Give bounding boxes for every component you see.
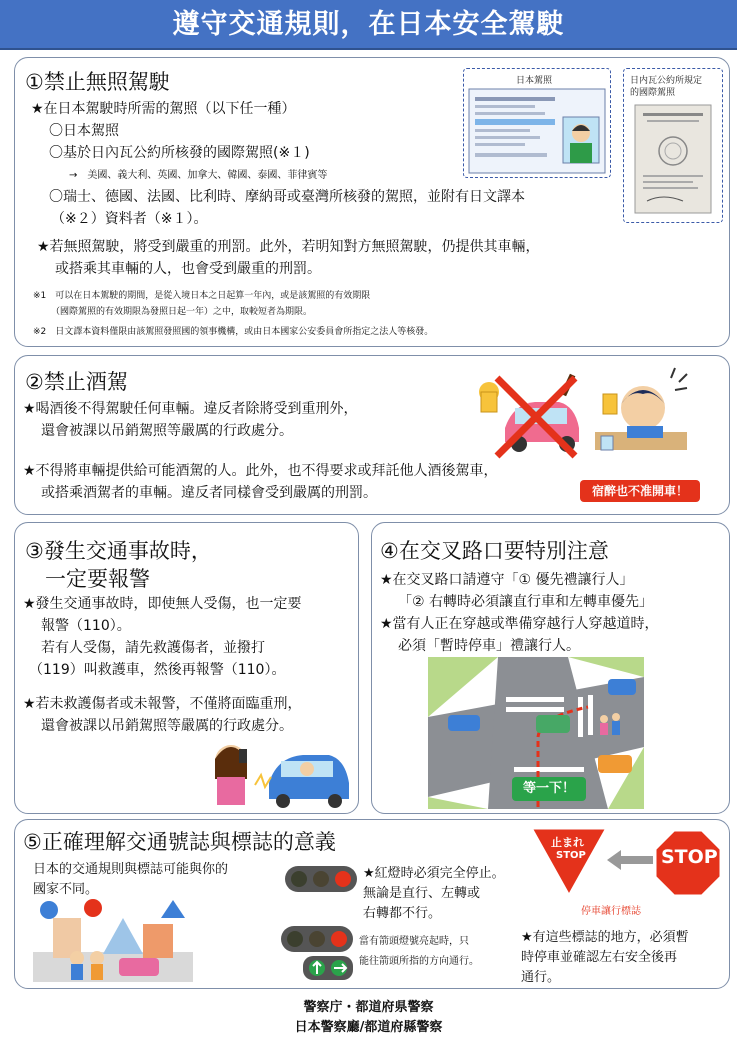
arrow-left-icon	[607, 850, 653, 870]
s2-line-1: ★喝酒後不得駕駛任何車輛。違反者除將受到重刑外，	[23, 401, 358, 417]
red-light-signal-icon	[283, 864, 359, 894]
japan-license-illustration	[463, 68, 611, 178]
hangover-warning-badge: 宿醉也不准開車！	[580, 480, 700, 502]
s1-line-6: （※２）資料者（※１）。	[51, 211, 208, 227]
s5-red-2: 無論是直行、左轉或	[363, 886, 481, 901]
s5-arrow-2: 能往箭頭所指的方向通行。	[359, 956, 479, 967]
title-bar	[0, 0, 737, 50]
s5-red-3: 右轉都不行。	[363, 906, 442, 921]
accident-call-illustration	[203, 735, 353, 809]
s5-arrow-1: 當有箭頭燈號亮起時，只	[359, 936, 469, 947]
section-accident-report	[14, 522, 359, 814]
s1-line-8: 或搭乘其車輛的人，也會受到嚴重的刑罰。	[55, 261, 321, 277]
s1-note-2: ※2 日文譯本資料僅限由該駕照發照國的領事機構，或由日本國家公安委員會所指定之法人等核發。	[33, 327, 434, 337]
s3-line-1: ★發生交通事故時，即使無人受傷，也一定要	[23, 596, 302, 612]
s5-sign-2: 時停車並確認左右安全後再	[521, 950, 678, 965]
stop-sign-caption: 停車讓行標誌	[581, 906, 641, 917]
s2-line-3: ★不得將車輛提供給可能酒駕的人。此外，也不得要求或拜託他人酒後駕車，	[23, 463, 498, 479]
section-3-heading-b: 一定要報警	[45, 567, 150, 591]
s1-line-7: ★若無照駕駛，將受到嚴重的刑罰。此外，若明知對方無照駕駛，仍提供其車輛，	[37, 239, 540, 255]
section-4-heading: ④在交叉路口要特別注意	[380, 539, 609, 563]
permit-booklet-icon	[633, 103, 713, 215]
s4-line-3: ★當有人正在穿越或準備穿越行人穿越道時，	[380, 616, 659, 632]
s5-sign-3: 通行。	[521, 970, 561, 985]
s1-note-1b: （國際駕照的有效期限為發照日起一年）之中，取較短者為期限。	[51, 307, 313, 317]
s1-note-1a: ※1 可以在日本駕駛的期間，是從入境日本之日起算一年內，或是該駕照的有效期限	[33, 291, 371, 301]
footer-line-2: 日本警察廳/都道府縣警察	[294, 1020, 443, 1035]
s2-line-2: 還會被課以吊銷駕照等嚴厲的行政處分。	[41, 423, 293, 439]
s4-line-4: 必須「暫時停車」禮讓行人。	[398, 638, 580, 654]
section-5-heading: ⑤正確理解交通號誌與標誌的意義	[23, 830, 336, 854]
s5-sign-1: ★有這些標誌的地方，必須暫	[521, 930, 689, 945]
section-no-drunk-driving	[14, 355, 730, 515]
stop-triangle-en-text: STOP	[556, 850, 586, 861]
japan-license-label: 日本駕照	[516, 76, 553, 86]
s4-line-1: ★在交叉路口請遵守「① 優先禮讓行人」	[380, 572, 634, 588]
s1-line-2: 〇日本駕照	[49, 123, 119, 139]
intl-permit-label-b: 的國際駕照	[630, 88, 676, 98]
s1-line-5: 〇瑞士、德國、法國、比利時、摩納哥或臺灣所核發的駕照，並附有日文譯本	[49, 189, 525, 205]
section-3-heading-a: ③發生交通事故時，	[25, 539, 212, 563]
section-no-license	[14, 57, 730, 347]
section-intersection	[371, 522, 730, 814]
section-signals-signs	[14, 819, 730, 989]
s3-line-6: 還會被課以吊銷駕照等嚴厲的行政處分。	[41, 718, 293, 734]
footer-line-1: 警察庁・都道府県警察	[303, 1000, 434, 1015]
stop-triangle-jp-text: 止まれ	[551, 836, 584, 849]
s5-line-2: 國家不同。	[33, 882, 99, 897]
section-1-heading: ①禁止無照駕駛	[25, 70, 170, 94]
s5-line-1: 日本的交通規則與標誌可能與你的	[33, 862, 229, 877]
hangover-person-icon	[591, 366, 691, 460]
s2-line-4: 或搭乘酒駕者的車輛。違反者同樣會受到嚴厲的刑罰。	[41, 485, 377, 501]
s4-line-2: 「② 右轉時必須讓直行車和左轉車優先」	[398, 594, 653, 610]
s3-line-2: 報警（110）。	[41, 618, 131, 634]
s1-line-1: ★在日本駕駛時所需的駕照（以下任一種）	[31, 101, 296, 117]
stop-octagon-text: STOP	[661, 846, 718, 868]
license-card-icon	[467, 87, 607, 175]
city-signs-illustration	[33, 898, 193, 982]
arrow-signal-icon	[279, 924, 355, 984]
section-2-heading: ②禁止酒駕	[25, 370, 128, 394]
s5-red-1: ★紅燈時必須完全停止。	[363, 866, 505, 881]
page-title: 遵守交通規則，在日本安全駕駛	[172, 9, 565, 40]
s1-line-4: → 美國、義大利、英國、加拿大、韓國、泰國、菲律賓等	[69, 170, 328, 181]
international-permit-illustration	[623, 68, 723, 223]
s3-line-3: 若有人受傷，請先救護傷者，並撥打	[41, 640, 265, 656]
drunk-car-icon	[475, 368, 583, 460]
s1-line-3: 〇基於日內瓦公約所核發的國際駕照(※１)	[49, 145, 310, 161]
wait-badge: 等一下！	[512, 777, 586, 801]
s3-line-4: （119）叫救護車，然後再報警（110）。	[29, 662, 286, 678]
intl-permit-label-a: 日内瓦公約所規定	[630, 76, 703, 86]
s3-line-5: ★若未救護傷者或未報警，不僅將面臨重刑，	[23, 696, 302, 712]
